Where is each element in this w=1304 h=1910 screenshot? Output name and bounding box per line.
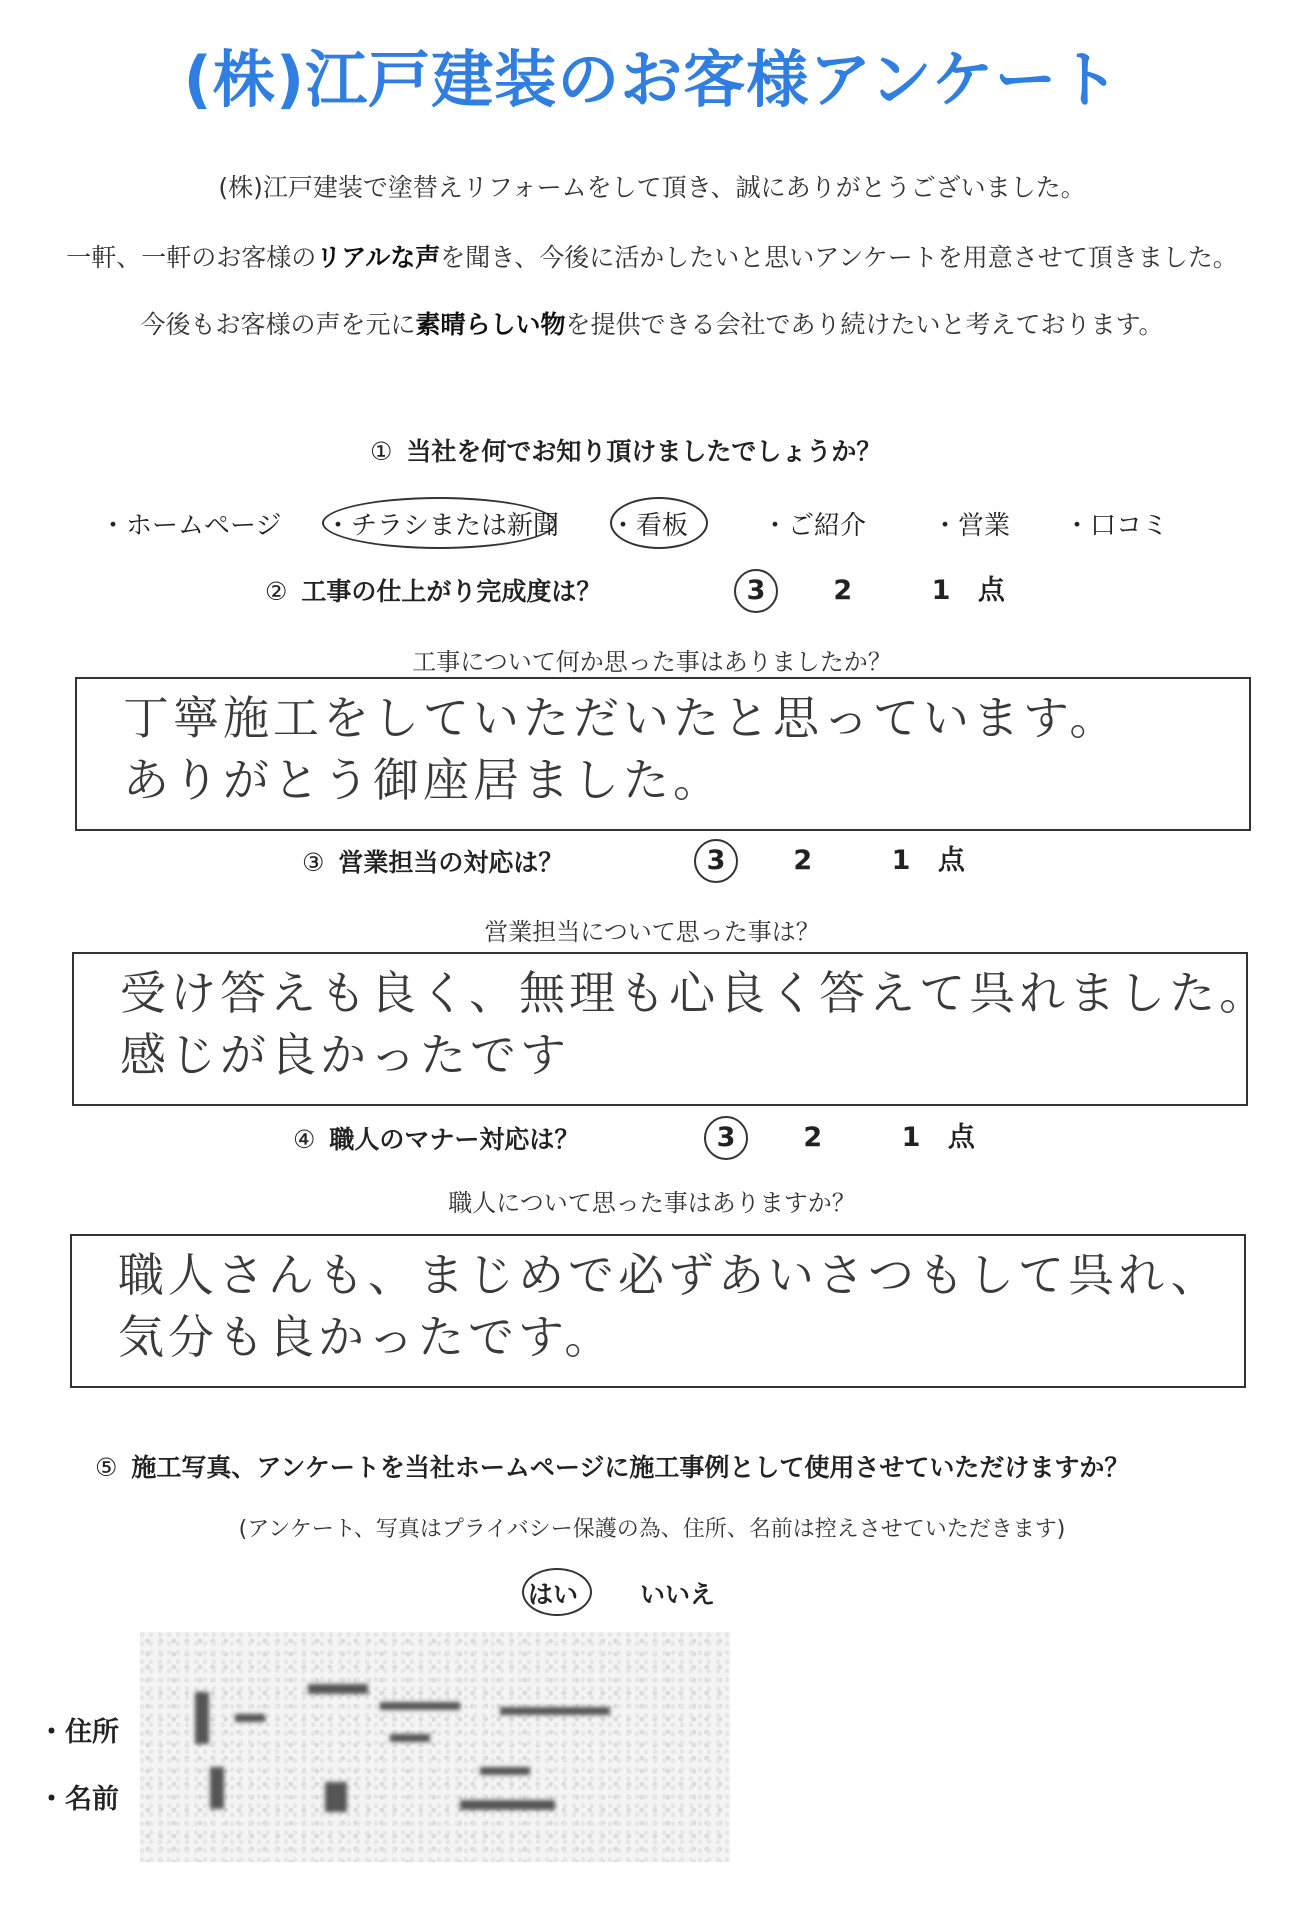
question-2-number: ② — [265, 577, 288, 606]
intro-line-3c: を提供できる会社であり続けたいと考えております。 — [565, 310, 1164, 339]
q4-score-unit: 点 — [947, 1122, 975, 1153]
intro-line-3-bold: 素晴らしい物 — [415, 310, 566, 339]
q1-option-flyer[interactable]: ・チラシまたは新聞 — [325, 511, 560, 541]
q4-answer-box[interactable] — [70, 1234, 1246, 1388]
question-2-text: 工事の仕上がり完成度は？ — [301, 577, 602, 606]
question-3-text: 営業担当の対応は？ — [338, 848, 564, 877]
q2-sub-question: 工事について何か思った事はありましたか？ — [412, 648, 892, 676]
q2-answer-box[interactable] — [75, 677, 1251, 831]
question-4-number: ④ — [293, 1125, 316, 1154]
q1-option-signboard[interactable]: ・看板 — [610, 511, 689, 541]
q1-option-sales[interactable]: ・営業 — [932, 511, 1011, 541]
redaction-mark — [390, 1734, 430, 1742]
intro-line-1 — [0, 168, 1304, 204]
question-1 — [370, 432, 881, 468]
q2-score-2[interactable]: 2 — [833, 575, 853, 606]
question-5-text: 施工写真、アンケートを当社ホームページに施工事例として使用させていただけますか？ — [131, 1453, 1130, 1482]
redaction-mark — [460, 1800, 555, 1810]
q4-scores — [710, 1115, 975, 1160]
q4-score-1[interactable]: 1 — [901, 1122, 921, 1153]
redaction-mark — [308, 1684, 368, 1694]
q4-sub-question: 職人について思った事はありますか？ — [448, 1189, 856, 1217]
intro-line-1-text: (株)江戸建装で塗替えリフォームをして頂き、誠にありがとうございました。 — [218, 173, 1086, 202]
q3-score-2[interactable]: 2 — [793, 845, 813, 876]
address-label: ・住所 — [38, 1717, 119, 1748]
q3-score-3-selected[interactable]: 3 — [694, 839, 738, 883]
q2-answer-line-1: 丁寧施工をしていただいたと思っています。 — [123, 691, 1120, 745]
q4-answer-line-2: 気分も良かったです。 — [118, 1310, 615, 1364]
intro-line-2 — [0, 238, 1304, 274]
q5-option-yes[interactable]: はい — [528, 1580, 579, 1609]
q4-answer-line-1: 職人さんも、まじめで必ずあいさつもして呉れ、 — [118, 1248, 1221, 1302]
q3-scores — [700, 838, 965, 883]
q3-sub-question: 営業担当について思った事は？ — [484, 918, 820, 946]
q5-option-no[interactable]: いいえ — [640, 1580, 716, 1609]
intro-line-2c: を聞き、今後に活かしたいと思いアンケートを用意させて頂きました。 — [440, 243, 1238, 272]
question-4 — [293, 1120, 579, 1156]
intro-line-2-bold: リアルな声 — [316, 243, 441, 272]
survey-title: (株)江戸建装のお客様アンケート — [183, 43, 1121, 116]
question-3-number: ③ — [302, 848, 325, 877]
redaction-mark — [480, 1767, 530, 1775]
q3-answer-line-1: 受け答えも良く、無理も心良く答えて呉れました。 — [120, 966, 1270, 1020]
question-5 — [95, 1448, 1129, 1484]
q1-option-referral[interactable]: ・ご紹介 — [762, 511, 867, 541]
q2-scores — [740, 568, 1005, 613]
q2-score-1[interactable]: 1 — [931, 575, 951, 606]
q3-answer-box[interactable] — [72, 952, 1270, 1106]
intro-line-3 — [0, 305, 1304, 341]
intro-line-3a: 今後もお客様の声を元に — [140, 310, 416, 339]
redaction-mark — [235, 1714, 265, 1722]
intro-line-2a: 一軒、一軒のお客様の — [66, 243, 317, 272]
q1-option-homepage[interactable]: ・ホームページ — [100, 511, 282, 541]
redacted-personal-info-area — [140, 1632, 730, 1862]
question-3 — [302, 843, 563, 879]
q5-privacy-note: (アンケート、写真はプライバシー保護の為、住所、名前は控えさせていただきます) — [238, 1517, 1066, 1542]
question-4-text: 職人のマナー対応は？ — [329, 1125, 580, 1154]
q4-score-3-selected[interactable]: 3 — [704, 1116, 748, 1160]
redaction-mark — [380, 1702, 460, 1710]
redaction-mark — [500, 1707, 610, 1715]
q2-answer-line-2: ありがとう御座居ました。 — [123, 753, 723, 807]
q3-score-unit: 点 — [937, 845, 965, 876]
q1-option-word-of-mouth[interactable]: ・口コミ — [1064, 511, 1169, 541]
question-1-text: 当社を何でお知り頂けましたでしょうか？ — [406, 437, 882, 466]
q2-score-3-selected[interactable]: 3 — [734, 569, 778, 613]
q2-score-unit: 点 — [977, 575, 1005, 606]
question-5-number: ⑤ — [95, 1453, 118, 1482]
q4-score-2[interactable]: 2 — [803, 1122, 823, 1153]
redaction-mark — [210, 1767, 224, 1809]
name-label: ・名前 — [38, 1784, 119, 1815]
redaction-mark — [325, 1782, 347, 1812]
question-1-number: ① — [370, 437, 393, 466]
q3-answer-line-2: 感じが良かったです — [120, 1028, 570, 1082]
question-2 — [265, 572, 601, 608]
redaction-mark — [195, 1692, 209, 1744]
q3-score-1[interactable]: 1 — [891, 845, 911, 876]
